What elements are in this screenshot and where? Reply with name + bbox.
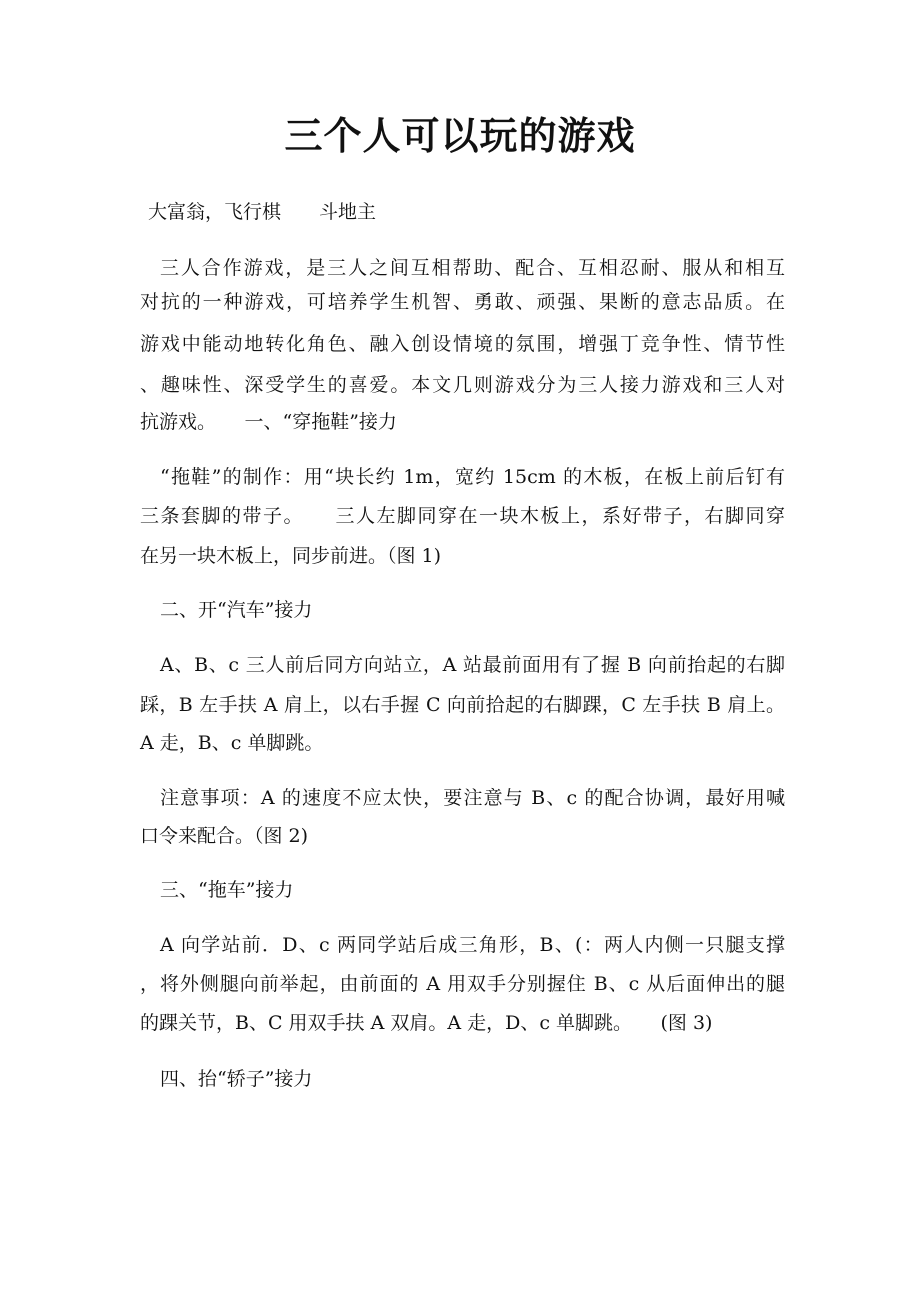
section-heading-car-relay: 二、开“汽车”接力 (160, 599, 313, 621)
section-heading-tow-relay: 三、“拖车”接力 (160, 879, 294, 901)
paragraph-slipper-line-3: 在另一块木板上，同步前进。（图 1) (140, 545, 442, 567)
paragraph-notes-line-1: 注意事项：A 的速度不应太快，要注意与 B、c 的配合协调，最好用喊 (160, 787, 785, 809)
paragraph-intro-line-1: 三人合作游戏，是三人之间互相帮助、配合、互相忍耐、服从和相互 (160, 257, 785, 279)
paragraph-notes-line-2: 口令来配合。（图 2) (140, 825, 309, 847)
paragraph-slipper-line-1: “拖鞋”的制作：用“块长约 1m，宽约 15cm 的木板，在板上前后钉有 (160, 466, 785, 488)
paragraph-intro-line-3: 游戏中能动地转化角色、融入创设情境的氛围，增强丁竞争性、情节性 (140, 333, 785, 355)
paragraph-intro-line-5: 抗游戏。 一、“穿拖鞋”接力 (140, 411, 397, 433)
section-heading-sedan-relay: 四、抬“轿子”接力 (160, 1068, 313, 1090)
paragraph-intro-line-4: 、趣味性、深受学生的喜爱。本文几则游戏分为三人接力游戏和三人对 (140, 374, 785, 396)
paragraph-intro-line-2: 对抗的一种游戏，可培养学生机智、勇敢、顽强、果断的意志品质。在 (140, 291, 785, 313)
paragraph-car-line-3: A 走，B、c 单脚跳。 (140, 732, 324, 754)
paragraph-tow-line-1: A 向学站前．D、c 两同学站后成三角形，B、(：两人内侧一只腿支撑 (160, 934, 785, 956)
paragraph-tow-line-2: ，将外侧腿向前举起，由前面的 A 用双手分别握住 B、c 从后面伸出的腿 (140, 973, 785, 995)
page-title: 三个人可以玩的游戏 (284, 113, 636, 158)
paragraph-car-line-2: 踩，B 左手扶 A 肩上，以右手握 C 向前拾起的右脚踝，C 左手扶 B 肩上。 (140, 694, 785, 716)
paragraph-tow-line-3: 的踝关节，B、C 用双手扶 A 双肩。A 走，D、c 单脚跳。 (图 3) (140, 1012, 713, 1034)
paragraph-slipper-line-2: 三条套脚的带子。 三人左脚同穿在一块木板上，系好带子，右脚同穿 (140, 505, 785, 527)
paragraph-car-line-1: A、B、c 三人前后同方向站立，A 站最前面用有了握 B 向前抬起的右脚 (160, 654, 785, 676)
subtitle-games: 大富翁，飞行棋 斗地主 (148, 201, 377, 223)
